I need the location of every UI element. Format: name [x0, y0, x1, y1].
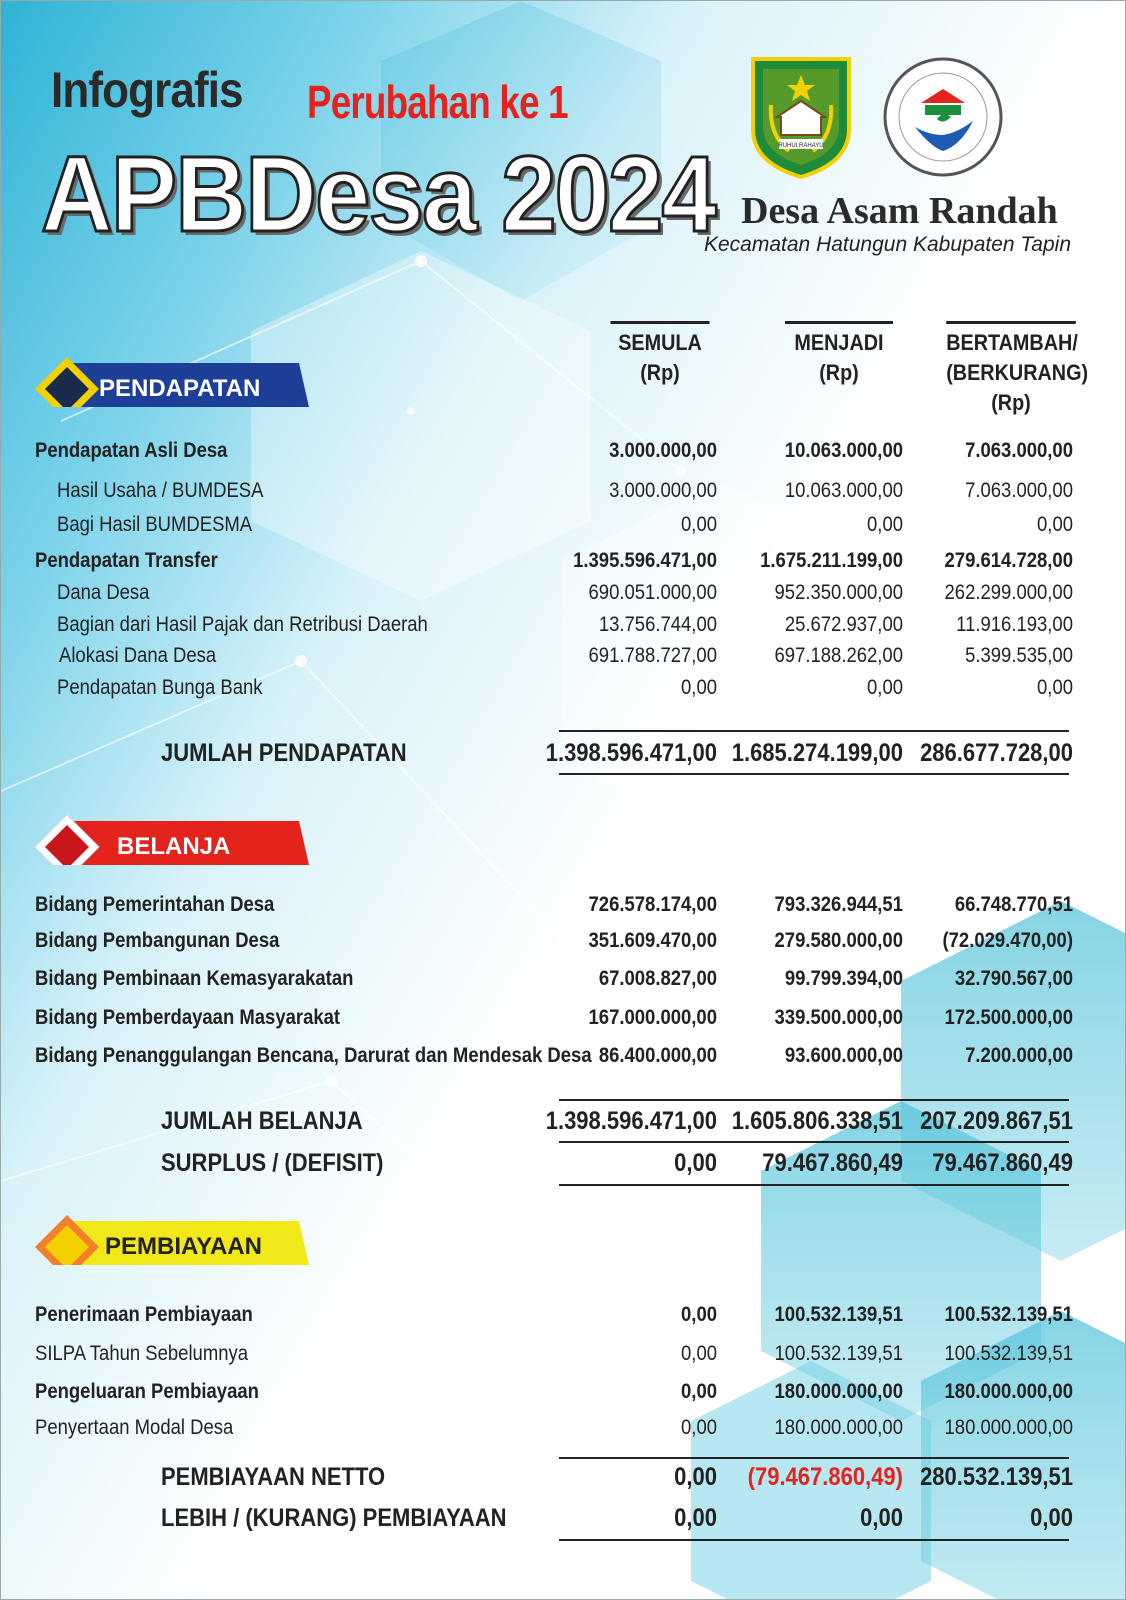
table-row: [1, 1342, 1126, 1368]
title-perubahan: Perubahan ke 1: [307, 76, 568, 128]
section-tag-pembiayaan: [33, 1213, 313, 1265]
row-label: Bidang Pemberdayaan Masyarakat: [35, 1006, 341, 1029]
value-menjadi: 79.467.860,49: [762, 1149, 903, 1177]
value-menjadi: 697.188.262,00: [774, 644, 903, 667]
value-selisih: 207.209.867,51: [920, 1107, 1073, 1135]
section-tag-belanja: [33, 813, 313, 865]
desa-name: Desa Asam Randah: [741, 190, 1058, 232]
value-menjadi: 10.063.000,00: [784, 439, 903, 462]
row-label: Bidang Penanggulangan Bencana, Darurat dan Mendesak Desa: [35, 1044, 592, 1067]
row-label: JUMLAH PENDAPATAN: [161, 739, 407, 767]
table-row: [1, 676, 1126, 702]
table-row: [1, 644, 1126, 670]
table-row: [1, 967, 1126, 993]
value-selisih: 100.532.139,51: [944, 1342, 1073, 1365]
value-selisih: 0,00: [1037, 513, 1073, 536]
value-selisih: 7.200.000,00: [965, 1044, 1073, 1067]
table-row: [1, 1303, 1126, 1329]
column-header-bertambah-title: BERTAMBAH/: [946, 330, 1078, 355]
value-selisih: 32.790.567,00: [954, 967, 1073, 990]
column-header-menjadi-title: MENJADI: [794, 330, 884, 355]
tapin-logo-motto: RUHUI RAHAYU: [778, 143, 824, 149]
value-menjadi: 1.675.211.199,00: [760, 549, 903, 572]
row-label: Penerimaan Pembiayaan: [35, 1303, 253, 1326]
value-semula: 3.000.000,00: [609, 479, 717, 502]
value-menjadi: 339.500.000,00: [774, 1006, 903, 1029]
row-label: JUMLAH BELANJA: [161, 1107, 363, 1135]
column-header-semula: [611, 321, 710, 388]
divider: [559, 1539, 1069, 1541]
row-label: SILPA Tahun Sebelumnya: [35, 1342, 249, 1365]
pembiayaan-netto-row: [1, 1463, 1126, 1489]
row-label: Alokasi Dana Desa: [59, 644, 217, 667]
value-semula: 67.008.827,00: [598, 967, 717, 990]
divider: [559, 1099, 1069, 1101]
column-header-bertambah-unit: (Rp): [991, 390, 1031, 415]
value-menjadi: 952.350.000,00: [774, 581, 903, 604]
row-label: Bidang Pembinaan Kemasyarakatan: [35, 967, 354, 990]
value-semula: 1.398.596.471,00: [545, 739, 717, 767]
value-selisih: 11.916.193,00: [956, 613, 1073, 636]
value-selisih: 79.467.860,49: [932, 1149, 1073, 1177]
value-menjadi: 99.799.394,00: [784, 967, 903, 990]
section-title-pembiayaan: PEMBIAYAAN: [105, 1233, 262, 1260]
table-row: [1, 439, 1126, 465]
value-selisih: 279.614.728,00: [944, 549, 1073, 572]
divider: [559, 730, 1069, 732]
column-header-semula-unit: (Rp): [640, 360, 680, 385]
row-label: Bagi Hasil BUMDESMA: [57, 513, 253, 536]
value-menjadi: 1.605.806.338,51: [731, 1107, 903, 1135]
table-row: [1, 479, 1126, 505]
value-semula: 0,00: [681, 1416, 717, 1439]
table-row: [1, 549, 1126, 575]
value-semula: 1.398.596.471,00: [545, 1107, 717, 1135]
value-selisih: 280.532.139,51: [920, 1463, 1073, 1491]
table-row: [1, 1416, 1126, 1442]
divider: [559, 1141, 1069, 1143]
value-menjadi: 793.326.944,51: [774, 893, 903, 916]
total-row-belanja: [1, 1107, 1126, 1133]
value-selisih: 172.500.000,00: [944, 1006, 1073, 1029]
title-apbdesa: APBDesa 2024: [41, 133, 715, 254]
value-semula: 1.395.596.471,00: [573, 549, 717, 572]
value-semula: 0,00: [674, 1149, 717, 1177]
value-menjadi: 0,00: [867, 513, 903, 536]
table-row: [1, 929, 1126, 955]
section-title-pendapatan: PENDAPATAN: [99, 375, 261, 402]
value-semula: 0,00: [674, 1504, 717, 1532]
value-menjadi: 100.532.139,51: [774, 1342, 903, 1365]
value-semula: 0,00: [681, 513, 717, 536]
column-header-semula-title: SEMULA: [618, 330, 702, 355]
tapin-emblem-logo: [749, 55, 853, 179]
row-label: LEBIH / (KURANG) PEMBIAYAAN: [161, 1504, 507, 1532]
value-selisih: 7.063.000,00: [965, 439, 1073, 462]
value-menjadi: 0,00: [860, 1504, 903, 1532]
value-selisih: 100.532.139,51: [944, 1303, 1073, 1326]
row-label: SURPLUS / (DEFISIT): [161, 1149, 384, 1177]
table-row: [1, 581, 1126, 607]
value-selisih: 0,00: [1037, 676, 1073, 699]
row-label: PEMBIAYAAN NETTO: [161, 1463, 386, 1491]
table-row: [1, 513, 1126, 539]
column-header-menjadi: [785, 321, 893, 388]
kemendes-logo: [881, 55, 1005, 179]
value-selisih: 180.000.000,00: [944, 1416, 1073, 1439]
row-label: Pendapatan Asli Desa: [35, 439, 228, 462]
table-row: [1, 1380, 1126, 1406]
value-menjadi: 100.532.139,51: [774, 1303, 903, 1326]
title-infografis: Infografis: [51, 62, 243, 118]
table-row: [1, 613, 1126, 639]
divider: [559, 1184, 1069, 1186]
row-label: Pengeluaran Pembiayaan: [35, 1380, 259, 1403]
row-label: Pendapatan Transfer: [35, 549, 218, 572]
value-selisih: 286.677.728,00: [920, 739, 1073, 767]
table-row: [1, 1006, 1126, 1032]
value-semula: 0,00: [674, 1463, 717, 1491]
value-selisih: 66.748.770,51: [954, 893, 1073, 916]
column-header-bertambah: [946, 321, 1089, 418]
section-tag-pendapatan: [33, 355, 313, 407]
value-selisih: 5.399.535,00: [965, 644, 1073, 667]
divider: [559, 773, 1069, 775]
column-header-menjadi-unit: (Rp): [819, 360, 859, 385]
total-row-pendapatan: [1, 739, 1126, 765]
value-selisih: 180.000.000,00: [944, 1380, 1073, 1403]
value-semula: 351.609.470,00: [588, 929, 717, 952]
section-title-belanja: BELANJA: [117, 833, 231, 860]
value-selisih: 7.063.000,00: [965, 479, 1073, 502]
row-label: Bidang Pembangunan Desa: [35, 929, 280, 952]
row-label: Dana Desa: [57, 581, 150, 604]
value-selisih: 0,00: [1030, 1504, 1073, 1532]
value-semula: 86.400.000,00: [598, 1044, 717, 1067]
value-semula: 0,00: [681, 676, 717, 699]
value-menjadi-negative: (79.467.860,49): [747, 1463, 903, 1491]
value-menjadi: 180.000.000,00: [774, 1380, 903, 1403]
value-menjadi: 93.600.000,00: [784, 1044, 903, 1067]
value-semula: 167.000.000,00: [588, 1006, 717, 1029]
divider: [559, 1457, 1069, 1459]
value-semula: 3.000.000,00: [609, 439, 717, 462]
value-menjadi: 0,00: [867, 676, 903, 699]
value-menjadi: 1.685.274.199,00: [731, 739, 903, 767]
lebih-kurang-row: [1, 1504, 1126, 1530]
value-semula: 726.578.174,00: [588, 893, 717, 916]
value-semula: 13.756.744,00: [598, 613, 717, 636]
desa-location: Kecamatan Hatungun Kabupaten Tapin: [704, 233, 1072, 256]
value-semula: 691.788.727,00: [588, 644, 717, 667]
row-label: Penyertaan Modal Desa: [35, 1416, 234, 1439]
value-semula: 0,00: [681, 1342, 717, 1365]
row-label: Bagian dari Hasil Pajak dan Retribusi Daerah: [57, 613, 428, 636]
table-row: [1, 1044, 1126, 1070]
value-menjadi: 25.672.937,00: [784, 613, 903, 636]
value-semula: 0,00: [681, 1303, 717, 1326]
value-menjadi: 180.000.000,00: [774, 1416, 903, 1439]
row-label: Pendapatan Bunga Bank: [57, 676, 263, 699]
table-row: [1, 893, 1126, 919]
surplus-row: [1, 1149, 1126, 1175]
column-header-bertambah-subtitle: (BERKURANG): [946, 360, 1089, 385]
value-menjadi: 10.063.000,00: [784, 479, 903, 502]
value-menjadi: 279.580.000,00: [774, 929, 903, 952]
value-selisih: (72.029.470,00): [942, 929, 1073, 952]
row-label: Bidang Pemerintahan Desa: [35, 893, 275, 916]
value-selisih: 262.299.000,00: [944, 581, 1073, 604]
row-label: Hasil Usaha / BUMDESA: [57, 479, 264, 502]
value-semula: 0,00: [681, 1380, 717, 1403]
value-semula: 690.051.000,00: [588, 581, 717, 604]
